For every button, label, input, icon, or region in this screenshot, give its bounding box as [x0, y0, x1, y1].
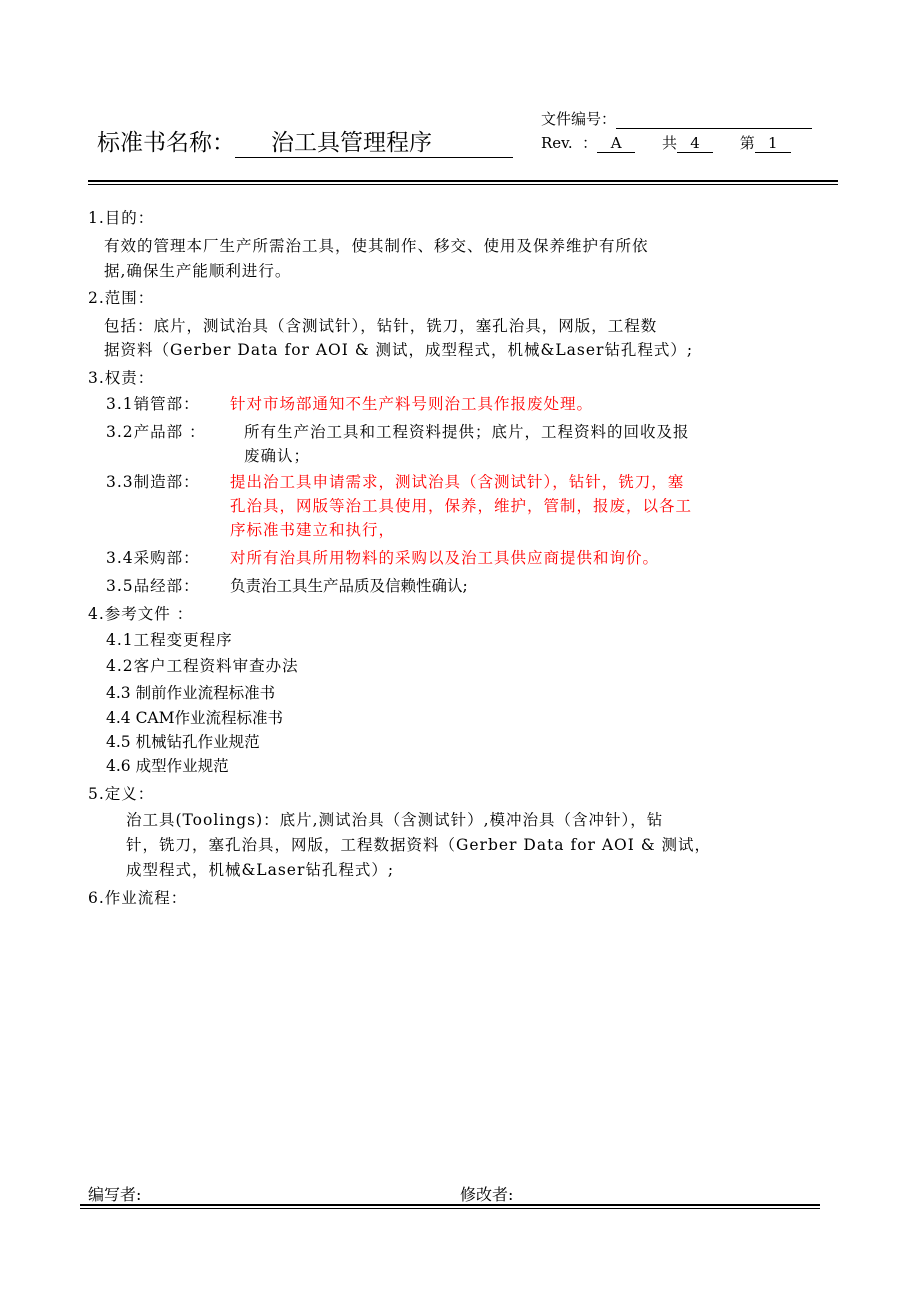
- modifier-label: 修改者:: [460, 1185, 514, 1204]
- section-scope-heading: 2.范围：: [88, 289, 155, 307]
- page-number: 1: [755, 134, 791, 153]
- header-rule: [88, 180, 838, 182]
- document-title: [97, 124, 513, 158]
- resp-manufacturing-label: 3.3制造部：: [106, 473, 200, 491]
- reference-item: 4.2客户工程资料审查办法: [106, 657, 299, 675]
- scope-line-2: 据资料（Gerber Data for AOI & 测试，成型程式，机械&Laser钻孔程式）;: [104, 341, 694, 359]
- section-definition-heading: 5.定义：: [88, 785, 155, 803]
- section-references-heading: 4.参考文件 ：: [88, 605, 194, 623]
- scope-line-1: 包括：底片，测试治具（含测试针），钻针，铣刀，塞孔治具，网版，工程数: [104, 317, 658, 335]
- total-label: 共: [661, 134, 677, 152]
- total-pages: 4: [677, 134, 713, 153]
- resp-purchasing-label: 3.4采购部：: [106, 549, 200, 567]
- author-label: 编写者:: [88, 1185, 142, 1204]
- resp-purchasing-text: 对所有治具所用物料的采购以及治工具供应商提供和询价。: [230, 549, 660, 567]
- header-rule-thin: [88, 184, 838, 185]
- file-number: [541, 108, 812, 129]
- resp-product-label: 3.2产品部 ：: [106, 423, 206, 441]
- section-workflow-heading: 6.作业流程：: [88, 889, 188, 907]
- footer-rule: [80, 1204, 820, 1206]
- definition-line-2: 针，铣刀，塞孔治具，网版，工程数据资料（Gerber Data for AOI & 测试，: [126, 836, 712, 854]
- file-number-blank: [616, 112, 812, 129]
- file-number-label: 文件编号：: [541, 110, 617, 128]
- revision-info: [541, 132, 791, 153]
- title-label: 标准书名称：: [97, 130, 235, 156]
- definition-line-3: 成型程式，机械&Laser钻孔程式）;: [126, 861, 395, 879]
- page-label: 第: [739, 134, 755, 152]
- purpose-line-2: 据,确保生产能顺利进行。: [104, 262, 292, 280]
- resp-manufacturing-line-1: 提出治工具申请需求，测试治具（含测试针），钻针，铣刀，塞: [230, 473, 685, 491]
- rev-label: Rev. ：: [541, 134, 598, 152]
- resp-sales-label: 3.1销管部：: [106, 395, 200, 413]
- reference-item: 4.5 机械钻孔作业规范: [106, 733, 260, 751]
- title-value: 治工具管理程序: [235, 129, 513, 158]
- purpose-line-1: 有效的管理本厂生产所需治工具，使其制作、移交、使用及保养维护有所依: [104, 237, 649, 255]
- resp-manufacturing-line-2: 孔治具，网版等治工具使用，保养，维护，管制，报废，以各工: [230, 497, 693, 515]
- definition-line-1: 治工具(Toolings)：底片,测试治具（含测试针）,模冲治具（含冲针），钻: [126, 811, 664, 829]
- resp-product-line-1: 所有生产治工具和工程资料提供；底片，工程资料的回收及报: [244, 423, 690, 441]
- reference-item: 4.6 成型作业规范: [106, 757, 229, 775]
- resp-quality-label: 3.5品经部：: [106, 577, 200, 595]
- footer-rule-thin: [80, 1208, 820, 1209]
- resp-manufacturing-line-3: 序标准书建立和执行，: [230, 521, 396, 539]
- resp-sales-text: 针对市场部通知不生产料号则治工具作报废处理。: [230, 395, 594, 413]
- reference-item: 4.3 制前作业流程标准书: [106, 684, 276, 702]
- section-responsibility-heading: 3.权责：: [88, 369, 155, 387]
- section-purpose-heading: 1.目的：: [88, 209, 155, 227]
- reference-item: 4.4 CAM作业流程标准书: [106, 709, 284, 727]
- reference-item: 4.1工程变更程序: [106, 631, 233, 649]
- resp-product-line-2: 废确认；: [244, 447, 311, 465]
- rev-value: A: [597, 134, 635, 153]
- resp-quality-text: 负责治工具生产品质及信赖性确认;: [230, 577, 468, 595]
